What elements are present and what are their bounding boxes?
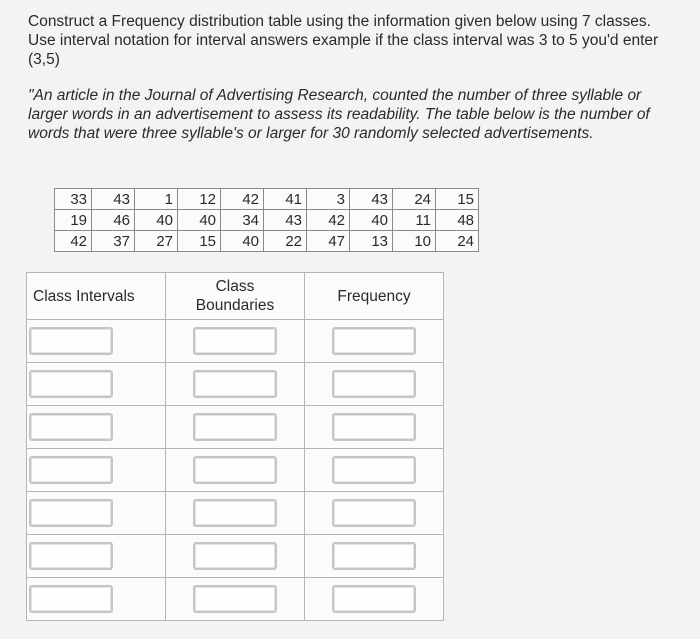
problem-quote (28, 86, 678, 143)
class-boundary-input[interactable] (193, 585, 277, 613)
data-cell: 27 (135, 231, 178, 252)
header-class-boundaries (166, 273, 305, 320)
frequency-row (27, 406, 444, 449)
frequency-input[interactable] (332, 413, 416, 441)
frequency-cell (27, 406, 166, 449)
frequency-cell (166, 535, 305, 578)
data-cell: 40 (350, 210, 393, 231)
data-cell: 37 (92, 231, 135, 252)
class-boundary-input[interactable] (193, 413, 277, 441)
quote-part2: , counted the number of three syllable or larger words in an advertisement to assess its readability. The table below is the number of words that were three syllable's or larger for 30 randomly selected advertisements. (28, 87, 650, 142)
data-cell: 15 (178, 231, 221, 252)
class-interval-input[interactable] (29, 585, 113, 613)
data-cell: 42 (307, 210, 350, 231)
frequency-cell (27, 320, 166, 363)
data-cell: 47 (307, 231, 350, 252)
frequency-row (27, 320, 444, 363)
data-cell: 43 (92, 189, 135, 210)
data-cell: 42 (221, 189, 264, 210)
frequency-row (27, 578, 444, 621)
class-boundary-input[interactable] (193, 370, 277, 398)
frequency-input[interactable] (332, 499, 416, 527)
data-cell: 40 (135, 210, 178, 231)
quote-part1: "An article in the (28, 87, 145, 104)
frequency-cell (305, 492, 444, 535)
frequency-cell (166, 406, 305, 449)
data-cell: 24 (393, 189, 436, 210)
frequency-cell (305, 535, 444, 578)
class-interval-input[interactable] (29, 413, 113, 441)
frequency-cell (166, 320, 305, 363)
frequency-cell (305, 320, 444, 363)
data-cell: 13 (350, 231, 393, 252)
class-interval-input[interactable] (29, 499, 113, 527)
data-cell: 34 (221, 210, 264, 231)
header-frequency: Frequency (305, 273, 444, 320)
header-class-boundaries-label: Class Boundaries (195, 278, 275, 314)
frequency-row (27, 492, 444, 535)
frequency-input[interactable] (332, 456, 416, 484)
class-interval-input[interactable] (29, 370, 113, 398)
data-row (55, 189, 479, 210)
data-cell: 41 (264, 189, 307, 210)
data-cell: 46 (92, 210, 135, 231)
frequency-cell (166, 449, 305, 492)
class-boundary-input[interactable] (193, 542, 277, 570)
class-boundary-input[interactable] (193, 456, 277, 484)
data-cell: 19 (55, 210, 92, 231)
data-cell: 22 (264, 231, 307, 252)
data-cell: 12 (178, 189, 221, 210)
frequency-input[interactable] (332, 585, 416, 613)
frequency-cell (305, 406, 444, 449)
data-cell: 40 (221, 231, 264, 252)
data-cell: 42 (55, 231, 92, 252)
journal-name: Journal of Advertising Research (144, 87, 364, 104)
frequency-row (27, 363, 444, 406)
data-cell: 43 (264, 210, 307, 231)
data-cell: 43 (350, 189, 393, 210)
frequency-row (27, 535, 444, 578)
frequency-cell (27, 363, 166, 406)
frequency-cell (27, 492, 166, 535)
frequency-input[interactable] (332, 327, 416, 355)
frequency-cell (305, 449, 444, 492)
frequency-input[interactable] (332, 370, 416, 398)
class-boundary-input[interactable] (193, 499, 277, 527)
frequency-cell (27, 535, 166, 578)
data-cell: 15 (436, 189, 479, 210)
data-cell: 11 (393, 210, 436, 231)
data-cell: 1 (135, 189, 178, 210)
data-row (55, 231, 479, 252)
frequency-cell (166, 578, 305, 621)
frequency-cell (166, 492, 305, 535)
data-cell: 3 (307, 189, 350, 210)
data-cell: 48 (436, 210, 479, 231)
data-cell: 40 (178, 210, 221, 231)
instructions-text: Construct a Frequency distribution table using the information given below using 7 classes. Use interval notation for interval answers example if the class interval was 3 to 5 you'd enter (3,5) (28, 13, 659, 68)
class-boundary-input[interactable] (193, 327, 277, 355)
frequency-cell (166, 363, 305, 406)
class-interval-input[interactable] (29, 327, 113, 355)
class-interval-input[interactable] (29, 456, 113, 484)
data-row (55, 210, 479, 231)
class-interval-input[interactable] (29, 542, 113, 570)
frequency-cell (305, 363, 444, 406)
frequency-table (26, 272, 444, 621)
frequency-row (27, 449, 444, 492)
frequency-cell (27, 578, 166, 621)
data-cell: 24 (436, 231, 479, 252)
data-cell: 33 (55, 189, 92, 210)
header-class-intervals: Class Intervals (27, 273, 166, 320)
frequency-cell (305, 578, 444, 621)
data-cell: 10 (393, 231, 436, 252)
frequency-input[interactable] (332, 542, 416, 570)
data-table (54, 188, 479, 252)
frequency-cell (27, 449, 166, 492)
